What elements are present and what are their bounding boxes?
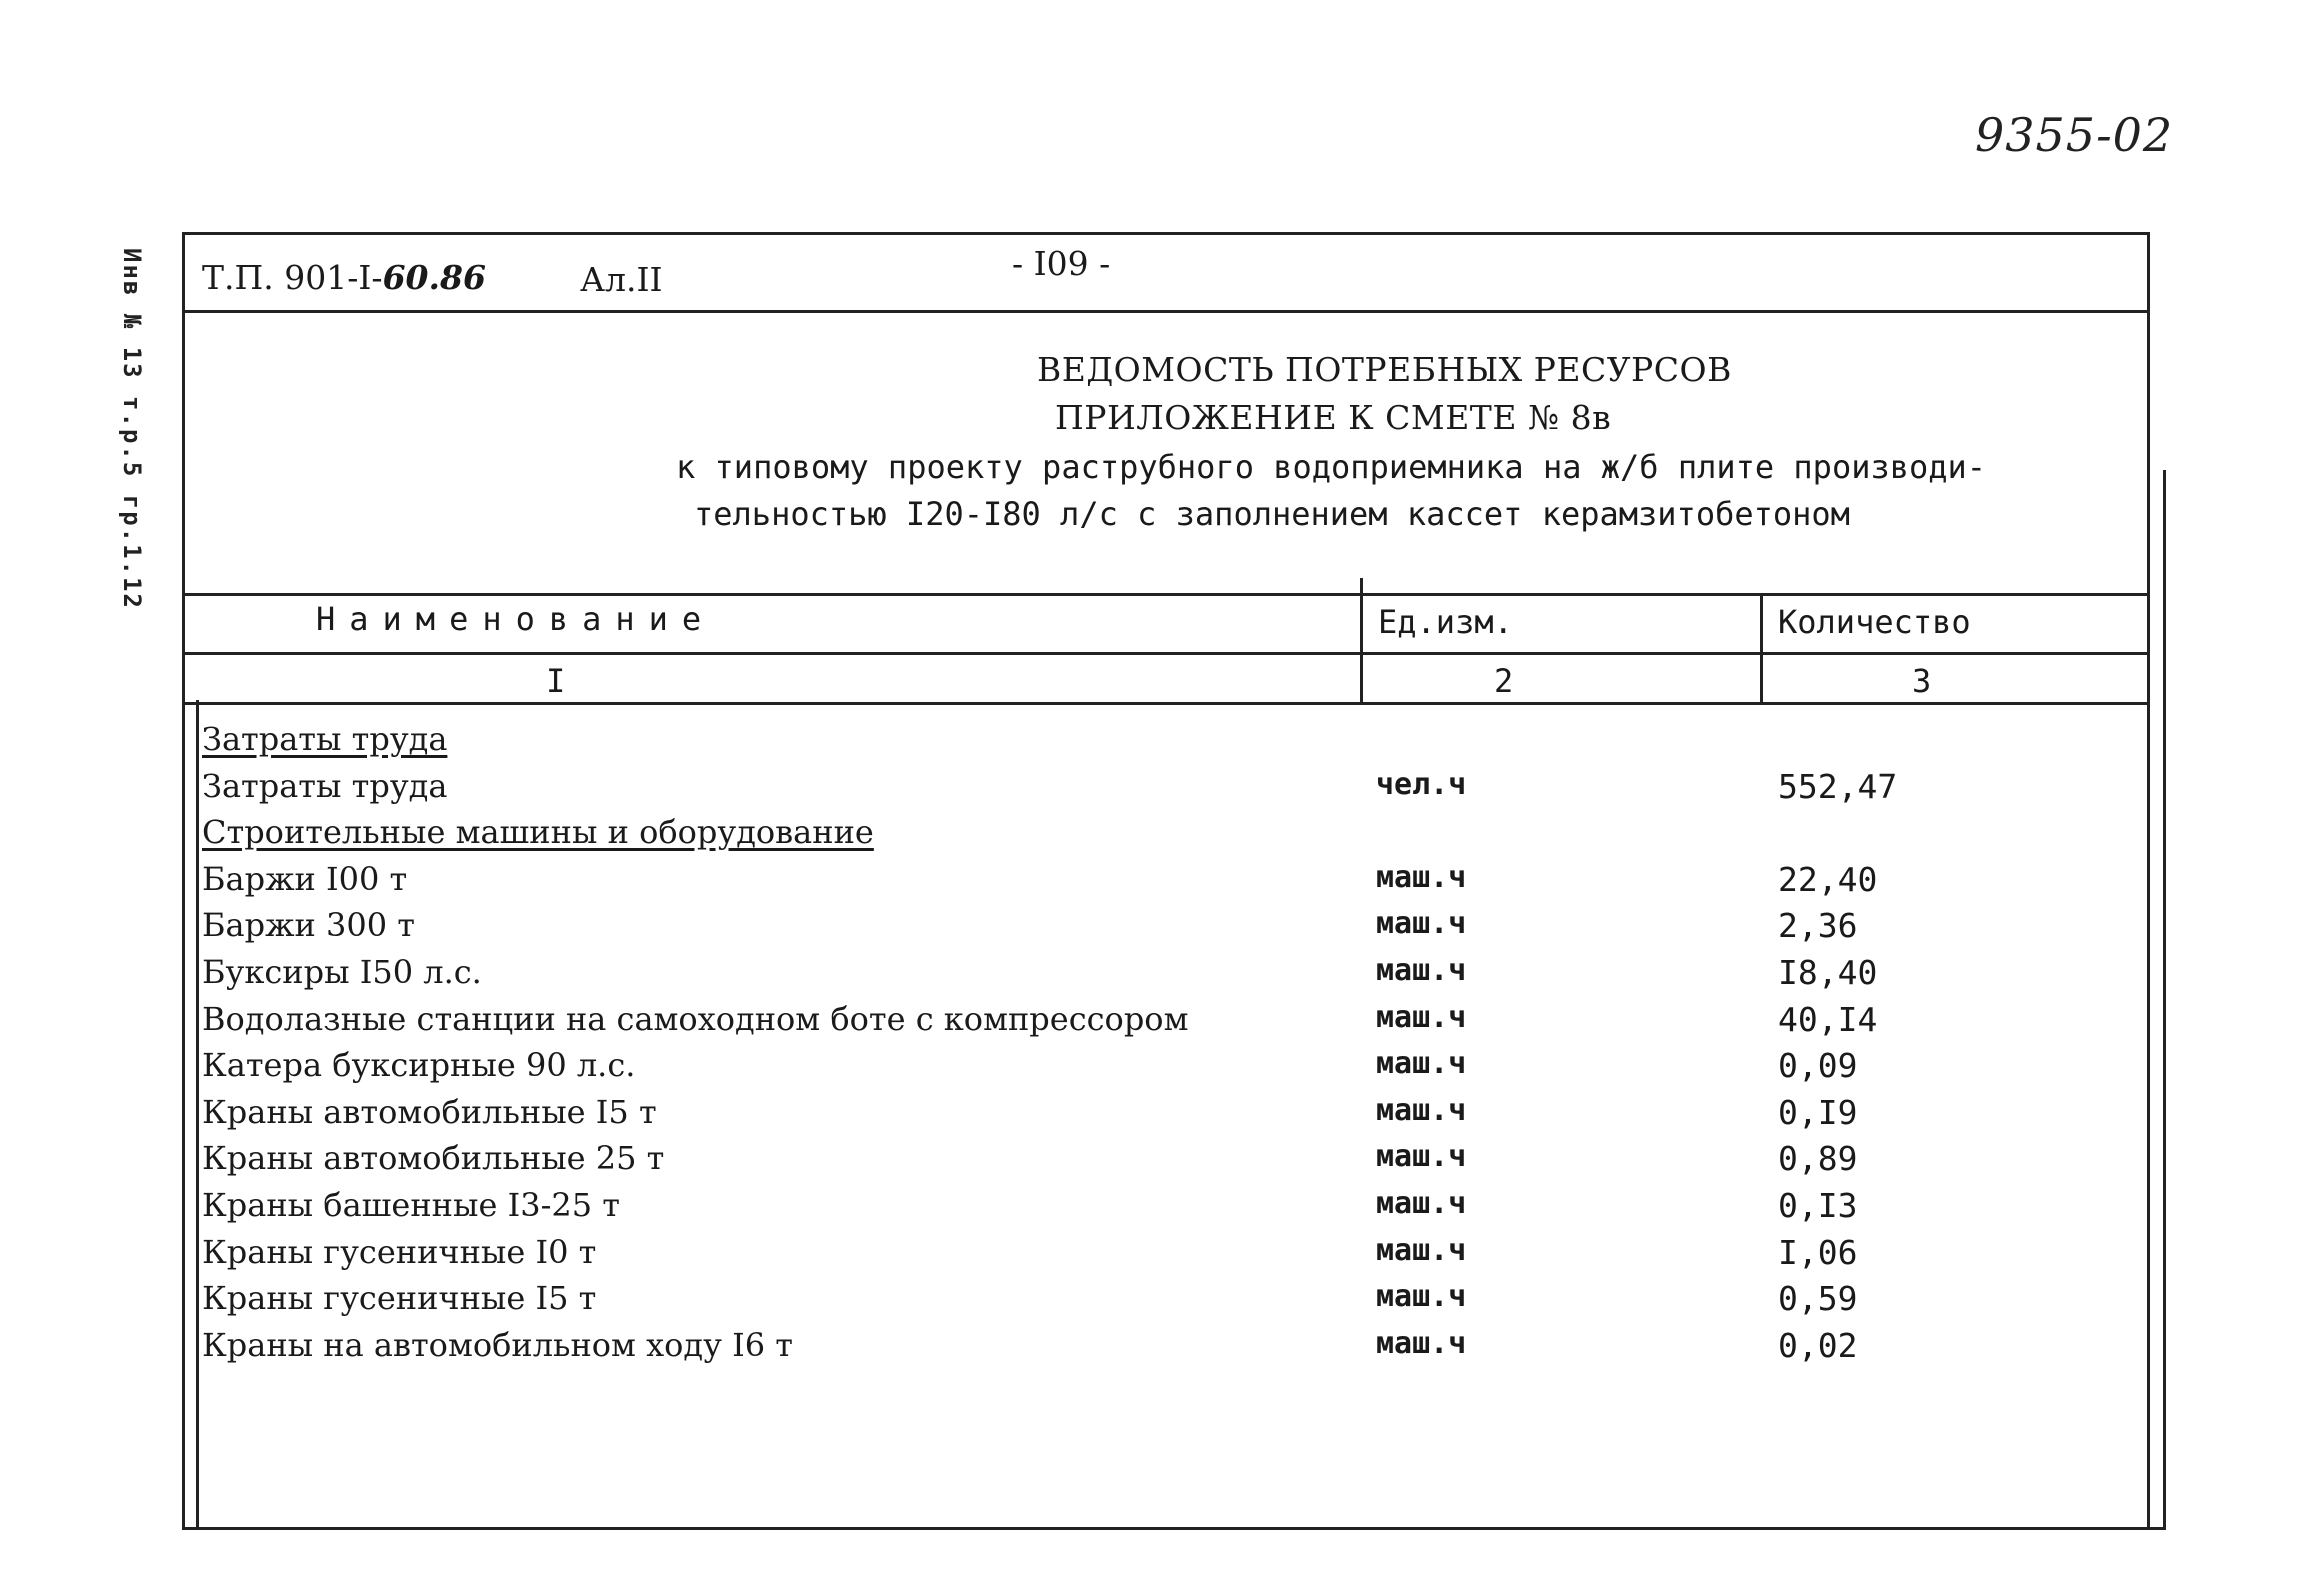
numbers-row-divider (182, 702, 2150, 705)
resource-name: Баржи 300 т (202, 906, 415, 945)
column-number-1: I (546, 662, 566, 700)
resource-quantity: 0,59 (1778, 1279, 1858, 1319)
column-number-3: 3 (1912, 662, 1932, 700)
resource-quantity: 0,I9 (1778, 1092, 1858, 1132)
resource-quantity: 2,36 (1778, 906, 1858, 946)
table-row (0, 906, 2320, 952)
resource-unit: маш.ч (1376, 1092, 1467, 1128)
table-row (0, 1093, 2320, 1139)
frame-edge (196, 1527, 2165, 1530)
section-heading: Затраты труда (202, 720, 448, 758)
page-number: - I09 - (1012, 244, 1111, 283)
resource-name: Краны гусеничные I5 т (202, 1279, 597, 1318)
table-row (0, 1000, 2320, 1046)
column-number-2: 2 (1494, 662, 1514, 700)
resource-name: Краны башенные I3-25 т (202, 1186, 620, 1224)
resource-unit: маш.ч (1376, 1139, 1467, 1175)
column-divider (1760, 593, 1763, 705)
resource-name: Водолазные станции на самоходном боте с компрессором (202, 999, 1189, 1038)
doc-code-handwritten: 60.86 (382, 258, 486, 297)
resource-quantity: 40,I4 (1778, 999, 1878, 1039)
resource-quantity: 0,I3 (1778, 1186, 1858, 1225)
resource-quantity: 0,09 (1778, 1046, 1858, 1086)
table-row (0, 1326, 2320, 1372)
column-header-name: Наименование (316, 600, 716, 638)
table-row (0, 1233, 2320, 1279)
resource-unit: маш.ч (1376, 1325, 1467, 1361)
sheet-label: Ал.II (580, 260, 663, 299)
archive-number: 9355-02 (1975, 108, 2174, 162)
resource-unit: чел.ч (1376, 766, 1467, 802)
title-line-4: тельностью I20-I80 л/с с заполнением кассет керамзитобетоном (694, 495, 1850, 533)
resource-quantity: 0,89 (1778, 1139, 1858, 1179)
resource-unit: маш.ч (1376, 1186, 1467, 1221)
title-line-1: ВЕДОМОСТЬ ПОТРЕБНЫХ РЕСУРСОВ (1037, 350, 1732, 389)
doc-code-printed: Т.П. 901-I- (202, 258, 383, 297)
resource-name: Краны на автомобильном ходу I6 т (202, 1325, 793, 1364)
column-divider (1360, 578, 1363, 705)
table-row (0, 1186, 2320, 1232)
title-line-2: ПРИЛОЖЕНИЕ К СМЕТЕ № 8в (1055, 398, 1612, 437)
resource-unit: маш.ч (1376, 999, 1467, 1035)
section-heading-row (0, 720, 2320, 766)
section-heading-row (0, 813, 2320, 859)
resource-name: Буксиры I50 л.с. (202, 953, 482, 991)
table-top-border (182, 593, 2150, 596)
header-divider (182, 310, 2150, 313)
table-row (0, 860, 2320, 906)
resource-unit: маш.ч (1376, 1046, 1467, 1082)
resource-unit: маш.ч (1376, 906, 1467, 942)
resource-unit: маш.ч (1376, 1279, 1467, 1315)
column-header-qty: Количество (1778, 603, 1971, 641)
resource-name: Затраты труда (202, 766, 448, 805)
resource-name: Краны автомобильные I5 т (202, 1092, 657, 1131)
resource-quantity: 552,47 (1778, 766, 1898, 806)
column-header-unit: Ед.изм. (1378, 603, 1513, 641)
resource-name: Краны автомобильные 25 т (202, 1139, 665, 1178)
resource-quantity: 22,40 (1778, 859, 1878, 899)
resource-quantity: I8,40 (1778, 953, 1878, 992)
table-row (0, 1046, 2320, 1092)
section-heading: Строительные машины и оборудование (202, 813, 874, 852)
resource-quantity: 0,02 (1778, 1325, 1858, 1365)
inventory-stamp: Инв № 13 т.р.5 гр.1.12 (118, 248, 146, 610)
resource-name: Краны гусеничные I0 т (202, 1232, 597, 1271)
resource-quantity: I,06 (1778, 1232, 1858, 1272)
table-row (0, 1279, 2320, 1325)
table-row (0, 1139, 2320, 1185)
doc-code (202, 258, 486, 297)
resource-unit: маш.ч (1376, 953, 1467, 988)
resource-unit: маш.ч (1376, 859, 1467, 895)
title-line-3: к типовому проекту раструбного водоприемника на ж/б плите производи- (676, 448, 1987, 486)
resource-name: Катера буксирные 90 л.с. (202, 1046, 636, 1085)
table-row (0, 953, 2320, 999)
header-row-divider (182, 652, 2150, 655)
table-row (0, 767, 2320, 813)
resource-name: Баржи I00 т (202, 859, 408, 898)
resource-unit: маш.ч (1376, 1232, 1467, 1268)
